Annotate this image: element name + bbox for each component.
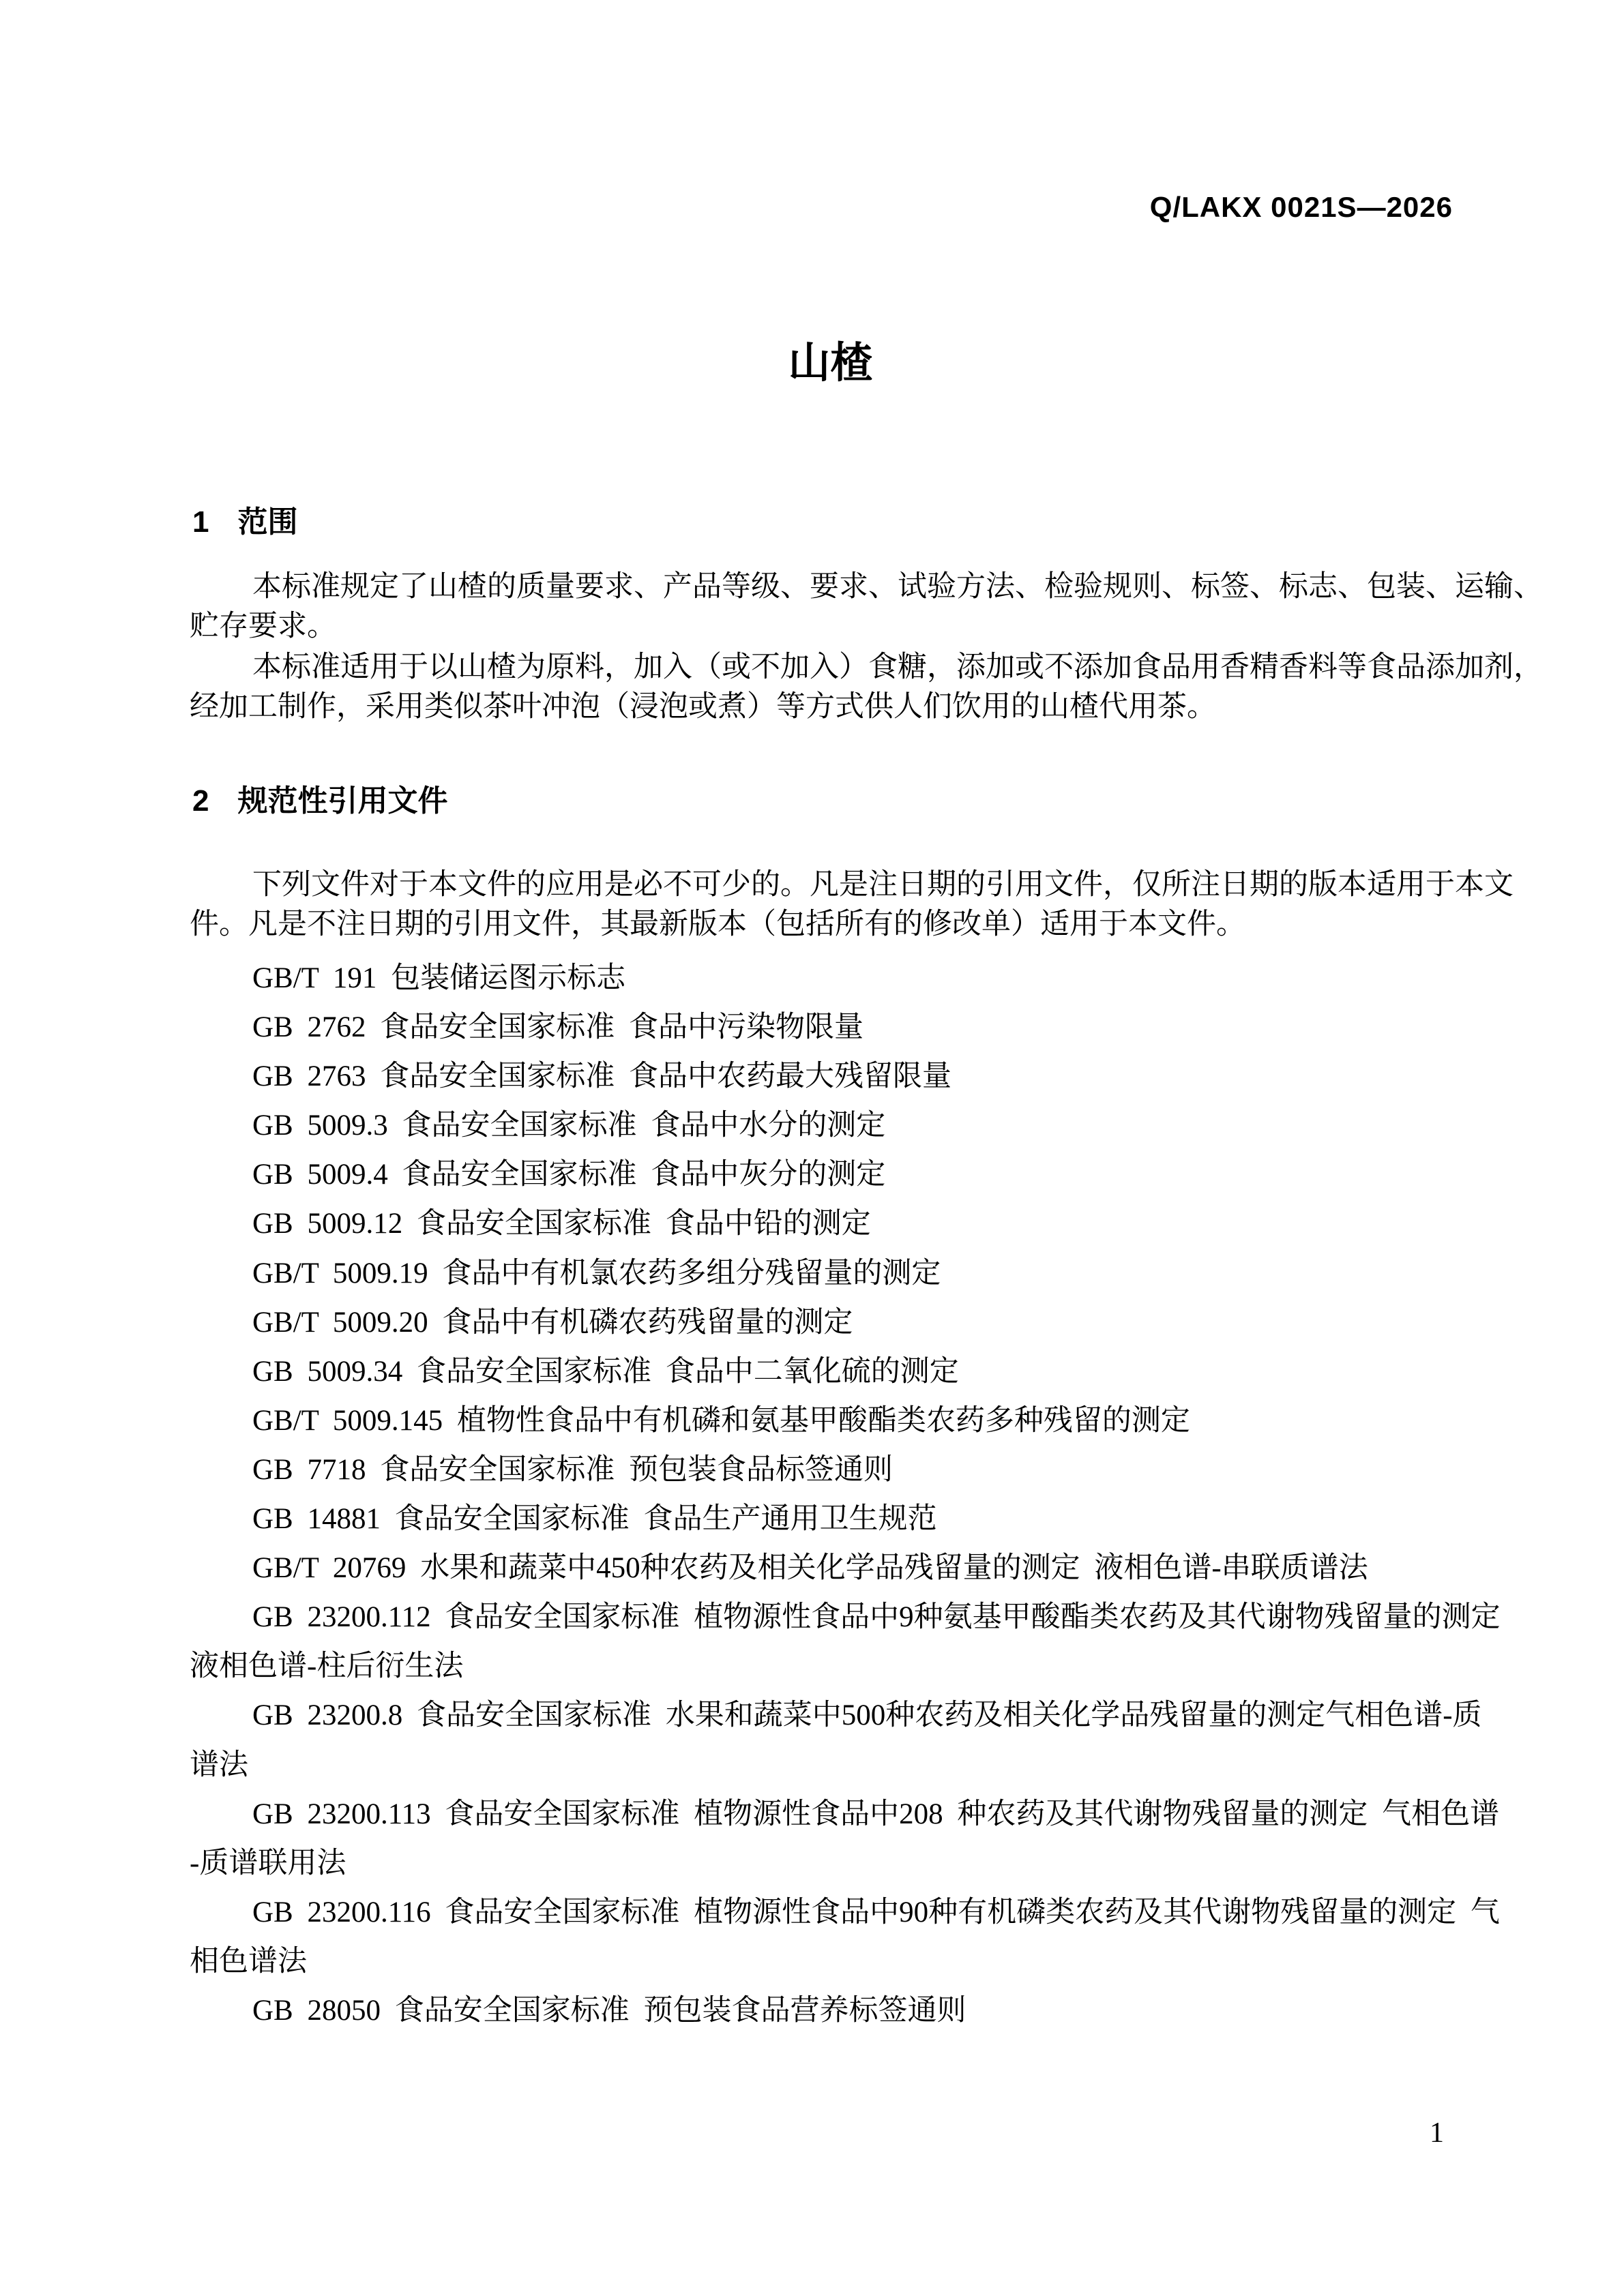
normative-references-list [190, 954, 1595, 2036]
text-line: GB 2762 食品安全国家标准 食品中污染物限量 [252, 1011, 863, 1044]
text-line: 液相色谱-柱后衍生法 [190, 1650, 464, 1683]
text-line: 本标准规定了山楂的质量要求、产品等级、要求、试验方法、检验规则、标签、标志、包装、运输、 [252, 571, 1543, 603]
section-2-number: 2 [192, 784, 209, 818]
text-line: 本标准适用于以山楂为原料，加入（或不加入）食糖，添加或不添加食品用香精香料等食品添加剂， [252, 651, 1543, 683]
text-line: GB 23200.8 食品安全国家标准 水果和蔬菜中500种农药及相关化学品残留量的测定气相色谱-质 [252, 1699, 1482, 1732]
text-line: GB 23200.112 食品安全国家标准 植物源性食品中9种氨基甲酸酯类农药及其代谢物残留量的测定 [252, 1601, 1501, 1634]
section-2-title: 规范性引用文件 [237, 784, 448, 818]
text-line: GB 23200.113 食品安全国家标准 植物源性食品中208 种农药及其代谢物残留量的测定 气相色谱 [252, 1798, 1500, 1830]
text-line: GB 5009.4 食品安全国家标准 食品中灰分的测定 [252, 1159, 886, 1191]
text-line: 下列文件对于本文件的应用是必不可少的。凡是注日期的引用文件，仅所注日期的版本适用于本文 [252, 869, 1514, 901]
section-1-title: 范围 [237, 505, 298, 539]
text-line: 相色谱法 [190, 1945, 307, 1978]
text-line: 经加工制作，采用类似茶叶冲泡（浸泡或煮）等方式供人们饮用的山楂代用茶。 [190, 691, 1216, 723]
standard-code-header: Q/LAKX 0021S—2026 [1149, 191, 1453, 223]
references-intro-paragraph [190, 865, 1514, 944]
section-2-heading [192, 776, 447, 820]
text-line: GB 7718 食品安全国家标准 预包装食品标签通则 [252, 1453, 893, 1486]
section-1-heading [192, 497, 297, 541]
text-line: GB 23200.116 食品安全国家标准 植物源性食品中90种有机磷类农药及其代谢物残留量的测定 气 [252, 1896, 1500, 1928]
text-line: GB 5009.12 食品安全国家标准 食品中铅的测定 [252, 1208, 871, 1240]
scope-paragraph-2 [190, 648, 1543, 727]
section-1-number: 1 [192, 505, 209, 539]
text-line: GB/T 191 包装储运图示标志 [252, 962, 626, 994]
text-line: GB/T 5009.20 食品中有机磷农药残留量的测定 [252, 1306, 853, 1339]
text-line: 谱法 [190, 1748, 248, 1781]
text-line: GB 5009.34 食品安全国家标准 食品中二氧化硫的测定 [252, 1355, 959, 1388]
text-line: GB/T 5009.19 食品中有机氯农药多组分残留量的测定 [252, 1257, 941, 1289]
text-line: GB 5009.3 食品安全国家标准 食品中水分的测定 [252, 1109, 886, 1142]
text-line: GB/T 5009.145 植物性食品中有机磷和氨基甲酸酯类农药多种残留的测定 [252, 1404, 1190, 1437]
text-line: GB 2763 食品安全国家标准 食品中农药最大残留限量 [252, 1060, 951, 1093]
page-number: 1 [1430, 2117, 1444, 2149]
text-line: GB 28050 食品安全国家标准 预包装食品营养标签通则 [252, 1994, 966, 2027]
text-line: 贮存要求。 [190, 610, 336, 642]
document-title: 山楂 [788, 340, 873, 387]
text-line: GB 14881 食品安全国家标准 食品生产通用卫生规范 [252, 1503, 937, 1536]
text-line: -质谱联用法 [190, 1847, 346, 1879]
scope-paragraph-1 [190, 567, 1543, 646]
text-line: 件。凡是不注日期的引用文件，其最新版本（包括所有的修改单）适用于本文件。 [190, 908, 1245, 940]
text-line: GB/T 20769 水果和蔬菜中450种农药及相关化学品残留量的测定 液相色谱-串联质谱法 [252, 1552, 1368, 1585]
